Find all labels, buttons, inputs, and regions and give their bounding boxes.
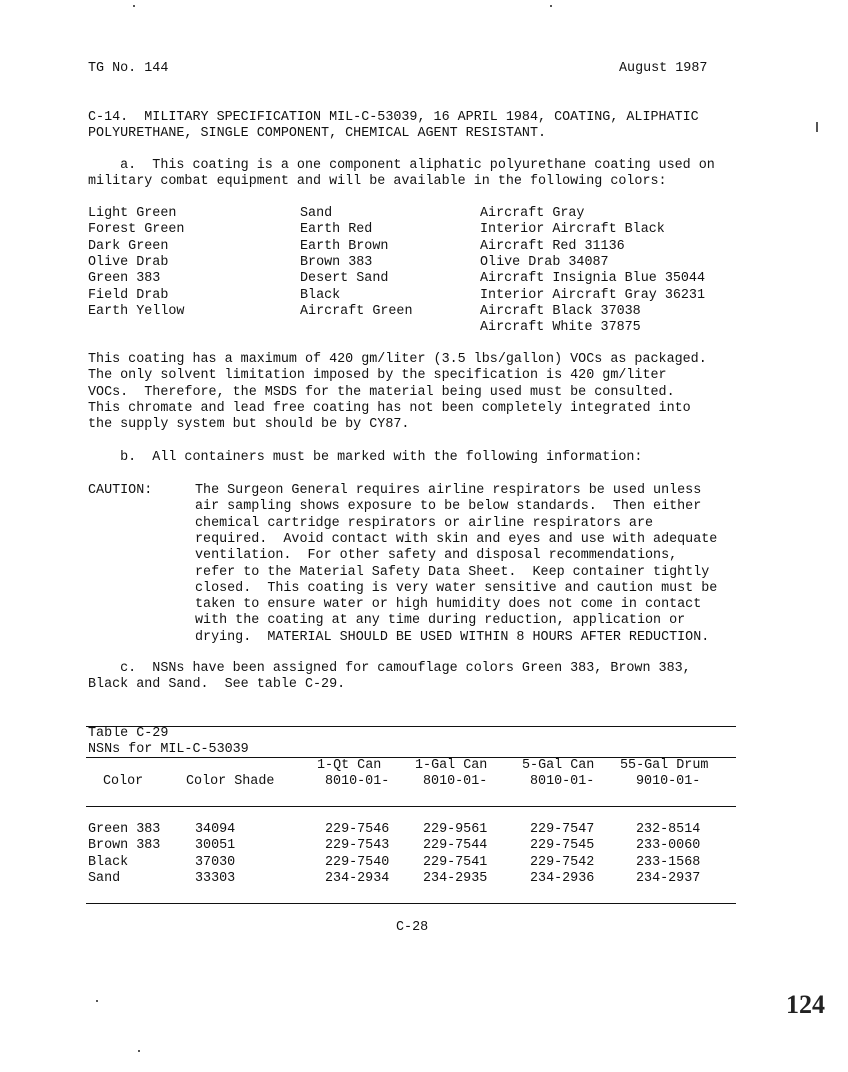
table-cell: 229-7547 bbox=[530, 822, 595, 837]
paragraph-c-line: Black and Sand. See table C-29. bbox=[88, 677, 346, 693]
table-cell: Sand bbox=[88, 870, 121, 886]
table-header: 8010-01- bbox=[423, 774, 488, 789]
doc-id: TG No. 144 bbox=[88, 61, 169, 76]
table-cell: 229-7545 bbox=[530, 838, 595, 854]
table-caption: NSNs for MIL-C-53039 bbox=[88, 742, 249, 758]
table-header: 1-Gal Can bbox=[415, 758, 488, 773]
table-cell: 229-7542 bbox=[530, 854, 595, 870]
table-header: 55-Gal Drum bbox=[620, 758, 709, 773]
paragraph-a-line: military combat equipment and will be available in the following colors: bbox=[88, 174, 667, 190]
color-list-item: Sand bbox=[300, 206, 333, 221]
section-title-line: C-14. MILITARY SPECIFICATION MIL-C-53039, 16 APRIL 1984, COATING, ALIPHATIC bbox=[88, 110, 699, 125]
voc-paragraph-line: This chromate and lead free coating has not been completely integrated into bbox=[88, 400, 691, 416]
voc-paragraph-line: This coating has a maximum of 420 gm/liter (3.5 lbs/gallon) VOCs as packaged. bbox=[88, 352, 707, 367]
table-cell: 233-1568 bbox=[636, 854, 701, 870]
table-bottom-rule bbox=[86, 903, 736, 904]
caution-text-line: drying. MATERIAL SHOULD BE USED WITHIN 8 HOURS AFTER REDUCTION. bbox=[195, 629, 710, 645]
caution-text-line: refer to the Material Safety Data Sheet. Keep container tightly bbox=[195, 564, 710, 580]
caution-label: CAUTION: bbox=[88, 483, 153, 498]
table-header: Color bbox=[103, 774, 144, 789]
caution-text-line: air sampling shows exposure to be below standards. Then either bbox=[195, 499, 702, 515]
table-cell: 234-2935 bbox=[423, 870, 488, 886]
table-header: 8010-01- bbox=[530, 774, 595, 789]
table-cell: 30051 bbox=[195, 838, 236, 854]
color-list-item: Earth Yellow bbox=[88, 303, 185, 319]
caution-text-line: The Surgeon General requires airline respirators be used unless bbox=[195, 483, 702, 498]
stamp-number: 124 bbox=[786, 990, 825, 1019]
page-number: C-28 bbox=[396, 920, 429, 935]
table-top-rule bbox=[86, 726, 736, 727]
caution-text-line: closed. This coating is very water sensitive and caution must be bbox=[195, 580, 718, 596]
color-list-item: Aircraft Insignia Blue 35044 bbox=[480, 271, 705, 287]
paragraph-a-line: a. This coating is a one component aliphatic polyurethane coating used on bbox=[88, 158, 715, 173]
color-list-item: Black bbox=[300, 287, 341, 303]
color-list-item: Olive Drab 34087 bbox=[480, 254, 609, 270]
caution-text-line: ventilation. For other safety and disposal recommendations, bbox=[195, 548, 678, 564]
table-header: 9010-01- bbox=[636, 774, 701, 789]
table-cell: 37030 bbox=[195, 854, 236, 870]
voc-paragraph-line: VOCs. Therefore, the MSDS for the material being used must be consulted. bbox=[88, 384, 675, 400]
table-header: Color Shade bbox=[186, 774, 275, 789]
table-cell: 233-0060 bbox=[636, 838, 701, 854]
color-list-item: Interior Aircraft Gray 36231 bbox=[480, 287, 705, 303]
table-header: 5-Gal Can bbox=[522, 758, 595, 773]
table-header: 1-Qt Can bbox=[317, 758, 382, 773]
table-cell: 234-2936 bbox=[530, 870, 595, 886]
table-cell: 34094 bbox=[195, 822, 236, 837]
table-cell: 232-8514 bbox=[636, 822, 701, 837]
table-cell: Green 383 bbox=[88, 822, 161, 837]
table-cell: 33303 bbox=[195, 870, 236, 886]
color-list-item: Forest Green bbox=[88, 222, 185, 238]
paragraph-b: b. All containers must be marked with the following information: bbox=[88, 450, 643, 465]
table-cell: 229-7541 bbox=[423, 854, 488, 870]
table-cell: 229-7540 bbox=[325, 854, 390, 870]
table-cell: 229-7543 bbox=[325, 838, 390, 854]
color-list-item: Aircraft Green bbox=[300, 303, 413, 319]
color-list-item: Brown 383 bbox=[300, 254, 373, 270]
voc-paragraph-line: the supply system but should be by CY87. bbox=[88, 417, 410, 433]
color-list-item: Green 383 bbox=[88, 271, 161, 287]
table-cell: 229-7544 bbox=[423, 838, 488, 854]
color-list-item: Aircraft White 37875 bbox=[480, 320, 641, 336]
table-header-rule bbox=[86, 806, 736, 807]
table-caption: Table C-29 bbox=[88, 726, 169, 741]
section-title-line: POLYURETHANE, SINGLE COMPONENT, CHEMICAL AGENT RESISTANT. bbox=[88, 126, 547, 142]
table-cell: 229-7546 bbox=[325, 822, 390, 837]
caution-text-line: taken to ensure water or high humidity does not come in contact bbox=[195, 597, 702, 613]
color-list-item: Light Green bbox=[88, 206, 177, 221]
table-cell: Black bbox=[88, 854, 129, 870]
table-header: 8010-01- bbox=[325, 774, 390, 789]
color-list-item: Dark Green bbox=[88, 238, 169, 254]
color-list-item: Earth Brown bbox=[300, 238, 389, 254]
color-list-item: Earth Red bbox=[300, 222, 373, 238]
doc-date: August 1987 bbox=[619, 61, 708, 76]
color-list-item: Field Drab bbox=[88, 287, 169, 303]
caution-text-line: chemical cartridge respirators or airline respirators are bbox=[195, 515, 654, 531]
color-list-item: Interior Aircraft Black bbox=[480, 222, 665, 238]
table-cell: 234-2937 bbox=[636, 870, 701, 886]
color-list-item: Aircraft Red 31136 bbox=[480, 238, 625, 254]
table-cell: 234-2934 bbox=[325, 870, 390, 886]
caution-text-line: required. Avoid contact with skin and eyes and use with adequate bbox=[195, 531, 718, 547]
voc-paragraph-line: The only solvent limitation imposed by the specification is 420 gm/liter bbox=[88, 368, 667, 384]
table-cell: 229-9561 bbox=[423, 822, 488, 837]
color-list-item: Desert Sand bbox=[300, 271, 389, 287]
paragraph-c-line: c. NSNs have been assigned for camouflage colors Green 383, Brown 383, bbox=[88, 661, 691, 676]
caution-text-line: with the coating at any time during reduction, application or bbox=[195, 613, 686, 629]
color-list-item: Aircraft Gray bbox=[480, 206, 585, 221]
color-list-item: Aircraft Black 37038 bbox=[480, 303, 641, 319]
color-list-item: Olive Drab bbox=[88, 254, 169, 270]
table-cell: Brown 383 bbox=[88, 838, 161, 854]
